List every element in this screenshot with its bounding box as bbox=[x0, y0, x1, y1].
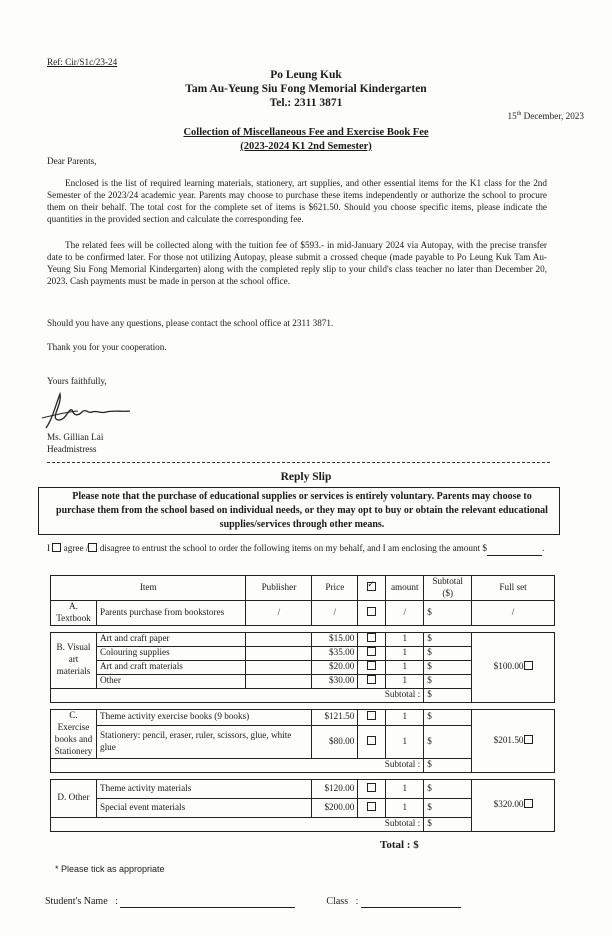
tick-box[interactable] bbox=[367, 675, 376, 684]
tick-box[interactable] bbox=[367, 647, 376, 656]
signature bbox=[38, 390, 138, 432]
tick-box[interactable] bbox=[367, 661, 376, 670]
col-amount: amount bbox=[386, 576, 424, 601]
footnote-marker: I bbox=[47, 543, 53, 553]
table-header-row bbox=[51, 576, 555, 601]
group-d-label: D. Other bbox=[51, 779, 97, 817]
item-name: Parents purchase from bookstores bbox=[96, 600, 246, 625]
school-tel: Tel.: 2311 3871 bbox=[269, 97, 343, 109]
table-row: D. Other Theme activity materials $120.00 1 $ $320.00 bbox=[51, 779, 555, 798]
org-name: Po Leung Kuk bbox=[270, 69, 342, 81]
letter-title: Collection of Miscellaneous Fee and Exercise Book Fee bbox=[183, 127, 429, 138]
paragraph-3: Should you have any questions, please contact the school office at 2311 3871. bbox=[47, 318, 334, 328]
student-name-label: Student's Name bbox=[45, 896, 108, 907]
subtotal-value[interactable]: $ bbox=[424, 758, 472, 772]
checked-box-icon bbox=[367, 582, 376, 591]
agreement-line: I agree / disagree to entrust the school to order the following items on my behalf, and I am enclosing the amount $ . bbox=[47, 542, 547, 556]
cut-line bbox=[47, 462, 550, 463]
reference-number: Ref: Cir/S1c/23-24 bbox=[47, 57, 118, 67]
table-row: C. Exercise books and Stationery Theme activity exercise books (9 books) $121.50 1 $ $201.50 bbox=[51, 709, 555, 725]
col-fullset: Full set bbox=[472, 576, 555, 601]
letter-subtitle: (2023-2024 K1 2nd Semester) bbox=[240, 141, 372, 152]
fullset-checkbox[interactable] bbox=[524, 735, 533, 744]
letter-date: 15th December, 2023 bbox=[507, 111, 584, 122]
table-row: Special event materials $200.00 1 $ bbox=[51, 798, 555, 817]
col-publisher: Publisher bbox=[246, 576, 312, 601]
class-field[interactable] bbox=[361, 897, 461, 908]
voluntary-note: Please note that the purchase of educational supplies or services is entirely voluntary. Parents may choose to purchase them from the school based on individual needs, or they may opt to buy or obtain the relevant educational supplies/services through other means. bbox=[56, 491, 548, 531]
fullset-d: $320.00 bbox=[472, 779, 555, 831]
fee-table bbox=[50, 575, 555, 832]
amount-field[interactable] bbox=[487, 542, 542, 556]
subtotal-label: Subtotal : bbox=[51, 817, 424, 831]
signer-title: Headmistress bbox=[47, 444, 97, 454]
col-tick bbox=[358, 576, 386, 601]
table-row: Other $30.00 1 $ bbox=[51, 674, 555, 688]
tick-footnote: * Please tick as appropriate bbox=[55, 864, 165, 874]
table-row: B. Visual art materials Art and craft paper $15.00 1 $ $100.00 bbox=[51, 632, 555, 646]
paragraph-1: Enclosed is the list of required learning materials, stationery, art supplies, and other essential items for the K1 class for the 2nd Semester of the 2023/24 academic year. Parents may choose to purchase these items independently or authorize the school to procure them on their behalf. The total cost for the complete set of items is $621.50. Should you choose specific items, please indicate the quantities in the provided section and calculate the corresponding fee. bbox=[47, 178, 547, 224]
fullset-c: $201.50 bbox=[472, 709, 555, 772]
paragraph-2: The related fees will be collected along with the tuition fee of $593.- in mid-January 2024 via Autopay, with the precise transfer date to be confirmed later. For those not utilizing Autopay, please submit a crossed cheque (made payable to Po Leung Kuk Tam Au-Yeung Siu Fong Memorial Kindergarten) along with the completed reply slip to your child's class teacher no later than December 20, 2023. Cash payments must be made in person at the school office. bbox=[47, 240, 547, 286]
student-name-field[interactable] bbox=[120, 897, 295, 908]
subtotal-label: Subtotal : bbox=[51, 688, 424, 702]
table-row: A. Textbook Parents purchase from bookstores / / / $ / bbox=[51, 600, 555, 625]
class-label: Class bbox=[326, 896, 349, 907]
fullset-checkbox[interactable] bbox=[524, 661, 533, 670]
paragraph-4: Thank you for your cooperation. bbox=[47, 342, 167, 352]
table-row: Art and craft materials $20.00 1 $ bbox=[51, 660, 555, 674]
reply-slip-heading: Reply Slip bbox=[280, 471, 332, 483]
subtotal-value[interactable]: $ bbox=[424, 688, 472, 702]
group-c-label: C. Exercise books and Stationery bbox=[51, 709, 97, 758]
signer-name: Ms. Gillian Lai bbox=[47, 432, 104, 442]
table-row: Stationery: pencil, eraser, ruler, scissors, glue, white glue $80.00 1 $ bbox=[51, 725, 555, 758]
tick-box[interactable] bbox=[367, 783, 376, 792]
col-subtotal: Subtotal ($) bbox=[424, 576, 472, 601]
agree-checkbox[interactable] bbox=[52, 543, 61, 552]
student-info-line: Student's Name : Class : bbox=[45, 895, 461, 908]
school-name: Tam Au-Yeung Siu Fong Memorial Kindergarten bbox=[185, 83, 427, 95]
tick-box[interactable] bbox=[367, 633, 376, 642]
subtotal-value[interactable]: $ bbox=[424, 817, 472, 831]
total-value[interactable]: $ bbox=[413, 839, 419, 851]
tick-box[interactable] bbox=[367, 802, 376, 811]
group-b-label: B. Visual art materials bbox=[51, 632, 97, 688]
table-row: Colouring supplies $35.00 1 $ bbox=[51, 646, 555, 660]
salutation: Dear Parents, bbox=[47, 156, 97, 166]
closing: Yours faithfully, bbox=[47, 376, 107, 386]
fullset-b: $100.00 bbox=[472, 632, 555, 702]
tick-box[interactable] bbox=[367, 736, 376, 745]
col-item: Item bbox=[51, 576, 246, 601]
grand-total: Total : $ bbox=[380, 839, 419, 851]
tick-box[interactable] bbox=[367, 711, 376, 720]
col-price: Price bbox=[312, 576, 358, 601]
tick-box[interactable] bbox=[367, 607, 376, 616]
group-a-label: A. Textbook bbox=[51, 600, 97, 625]
fullset-checkbox[interactable] bbox=[524, 799, 533, 808]
subtotal-label: Subtotal : bbox=[51, 758, 424, 772]
